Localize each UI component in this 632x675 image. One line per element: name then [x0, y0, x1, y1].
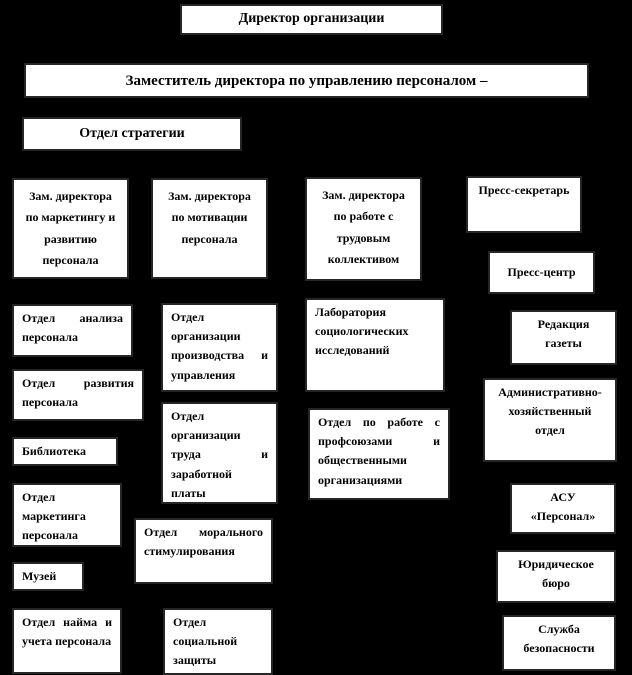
- org-box-admin-household-dept: Административно-хозяйственный отдел: [483, 378, 617, 462]
- org-box-newspaper-editorial: Редакция газеты: [510, 310, 617, 365]
- org-box-asu-personal: АСУ «Персонал»: [510, 483, 616, 534]
- org-box-hiring-accounting-dept: Отдел найма и учета персонала: [12, 608, 122, 674]
- org-box-personnel-analysis-dept: Отдел анализа персонала: [12, 304, 133, 357]
- org-box-library: Библиотека: [12, 437, 118, 466]
- org-box-director: Директор организации: [180, 4, 443, 35]
- org-box-labor-wage-dept: Отдел организации труда и заработной платы: [161, 402, 278, 504]
- org-box-production-management-dept: Отдел организации производства и управления: [161, 303, 278, 392]
- org-box-legal-bureau: Юридическое бюро: [496, 550, 616, 603]
- org-box-deputy-labor-collective: Зам. директора по работе с трудовым коллективом: [305, 177, 422, 281]
- org-box-museum: Музей: [12, 562, 84, 591]
- org-box-deputy-motivation: Зам. директора по мотивации персонала: [151, 178, 268, 279]
- org-box-social-protection-dept: Отдел социальной защиты: [163, 608, 273, 675]
- org-box-moral-stimulation-dept: Отдел морального стимулирования: [134, 518, 273, 584]
- org-box-press-center: Пресс-центр: [488, 251, 595, 294]
- org-box-sociological-lab: Лаборатория социологических исследований: [305, 298, 445, 392]
- org-box-personnel-development-dept: Отдел развития персонала: [12, 369, 144, 421]
- org-box-press-secretary: Пресс-секретарь: [466, 176, 582, 233]
- org-box-deputy-marketing: Зам. директора по маркетингу и развитию персонала: [12, 178, 129, 279]
- org-box-personnel-marketing-dept: Отдел маркетинга персонала: [12, 483, 122, 547]
- org-box-deputy-hr: Заместитель директора по управлению персоналом –: [24, 63, 589, 98]
- org-box-unions-public-orgs-dept: Отдел по работе с профсоюзами и общественными организациями: [308, 408, 450, 500]
- org-box-security-service: Служба безопасности: [502, 615, 616, 671]
- org-box-strategy-dept: Отдел стратегии: [22, 117, 242, 151]
